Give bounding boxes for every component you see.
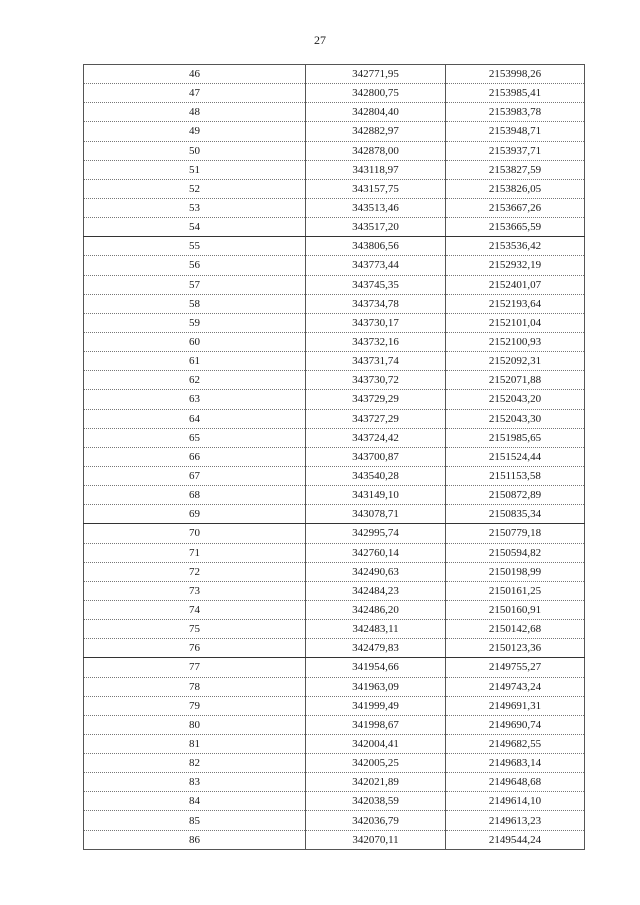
table-row bbox=[84, 466, 585, 485]
coordinates-table-body bbox=[84, 65, 585, 850]
page-number: 27 bbox=[314, 33, 326, 47]
point-number-cell: 78 bbox=[84, 677, 306, 696]
point-number-cell: 49 bbox=[84, 122, 306, 141]
point-number-cell: 73 bbox=[84, 581, 306, 600]
x-coordinate-cell: 343149,10 bbox=[306, 486, 446, 505]
x-coordinate-cell: 343730,72 bbox=[306, 371, 446, 390]
table-row bbox=[84, 409, 585, 428]
x-coordinate-cell: 342479,83 bbox=[306, 639, 446, 658]
y-coordinate-cell: 2152100,93 bbox=[446, 332, 585, 351]
x-coordinate-cell: 342804,40 bbox=[306, 103, 446, 122]
coordinates-table bbox=[83, 64, 585, 850]
x-coordinate-cell: 342005,25 bbox=[306, 754, 446, 773]
table-row bbox=[84, 658, 585, 677]
table-row bbox=[84, 696, 585, 715]
point-number-cell: 76 bbox=[84, 639, 306, 658]
y-coordinate-cell: 2153998,26 bbox=[446, 65, 585, 84]
x-coordinate-cell: 343724,42 bbox=[306, 428, 446, 447]
x-coordinate-cell: 343729,29 bbox=[306, 390, 446, 409]
point-number-cell: 80 bbox=[84, 715, 306, 734]
table-row bbox=[84, 447, 585, 466]
y-coordinate-cell: 2149682,55 bbox=[446, 734, 585, 753]
y-coordinate-cell: 2149691,31 bbox=[446, 696, 585, 715]
point-number-cell: 77 bbox=[84, 658, 306, 677]
x-coordinate-cell: 343540,28 bbox=[306, 466, 446, 485]
x-coordinate-cell: 341954,66 bbox=[306, 658, 446, 677]
table-row bbox=[84, 122, 585, 141]
x-coordinate-cell: 341963,09 bbox=[306, 677, 446, 696]
point-number-cell: 48 bbox=[84, 103, 306, 122]
table-row bbox=[84, 218, 585, 237]
y-coordinate-cell: 2151153,58 bbox=[446, 466, 585, 485]
y-coordinate-cell: 2150872,89 bbox=[446, 486, 585, 505]
table-row bbox=[84, 562, 585, 581]
x-coordinate-cell: 342486,20 bbox=[306, 600, 446, 619]
y-coordinate-cell: 2149614,10 bbox=[446, 792, 585, 811]
x-coordinate-cell: 342882,97 bbox=[306, 122, 446, 141]
point-number-cell: 52 bbox=[84, 179, 306, 198]
point-number-cell: 65 bbox=[84, 428, 306, 447]
table-row bbox=[84, 256, 585, 275]
table-row bbox=[84, 179, 585, 198]
point-number-cell: 85 bbox=[84, 811, 306, 830]
point-number-cell: 47 bbox=[84, 84, 306, 103]
table-row bbox=[84, 773, 585, 792]
table-row bbox=[84, 390, 585, 409]
table-row bbox=[84, 505, 585, 524]
y-coordinate-cell: 2153665,59 bbox=[446, 218, 585, 237]
x-coordinate-cell: 343078,71 bbox=[306, 505, 446, 524]
table-row bbox=[84, 581, 585, 600]
point-number-cell: 79 bbox=[84, 696, 306, 715]
y-coordinate-cell: 2151524,44 bbox=[446, 447, 585, 466]
point-number-cell: 50 bbox=[84, 141, 306, 160]
x-coordinate-cell: 343745,35 bbox=[306, 275, 446, 294]
x-coordinate-cell: 342070,11 bbox=[306, 830, 446, 849]
table-row bbox=[84, 811, 585, 830]
y-coordinate-cell: 2150161,25 bbox=[446, 581, 585, 600]
y-coordinate-cell: 2152043,30 bbox=[446, 409, 585, 428]
table-row bbox=[84, 141, 585, 160]
x-coordinate-cell: 343734,78 bbox=[306, 294, 446, 313]
point-number-cell: 70 bbox=[84, 524, 306, 543]
y-coordinate-cell: 2149613,23 bbox=[446, 811, 585, 830]
x-coordinate-cell: 342760,14 bbox=[306, 543, 446, 562]
y-coordinate-cell: 2150142,68 bbox=[446, 620, 585, 639]
point-number-cell: 68 bbox=[84, 486, 306, 505]
table-row bbox=[84, 294, 585, 313]
x-coordinate-cell: 341999,49 bbox=[306, 696, 446, 715]
x-coordinate-cell: 342771,95 bbox=[306, 65, 446, 84]
x-coordinate-cell: 343513,46 bbox=[306, 198, 446, 217]
table-row bbox=[84, 428, 585, 447]
y-coordinate-cell: 2152401,07 bbox=[446, 275, 585, 294]
table-row bbox=[84, 830, 585, 849]
y-coordinate-cell: 2150594,82 bbox=[446, 543, 585, 562]
y-coordinate-cell: 2149743,24 bbox=[446, 677, 585, 696]
table-row bbox=[84, 352, 585, 371]
y-coordinate-cell: 2152932,19 bbox=[446, 256, 585, 275]
point-number-cell: 75 bbox=[84, 620, 306, 639]
x-coordinate-cell: 343731,74 bbox=[306, 352, 446, 371]
x-coordinate-cell: 342483,11 bbox=[306, 620, 446, 639]
y-coordinate-cell: 2153985,41 bbox=[446, 84, 585, 103]
y-coordinate-cell: 2152071,88 bbox=[446, 371, 585, 390]
y-coordinate-cell: 2150198,99 bbox=[446, 562, 585, 581]
point-number-cell: 59 bbox=[84, 313, 306, 332]
point-number-cell: 83 bbox=[84, 773, 306, 792]
y-coordinate-cell: 2150779,18 bbox=[446, 524, 585, 543]
y-coordinate-cell: 2149683,14 bbox=[446, 754, 585, 773]
table-row bbox=[84, 275, 585, 294]
y-coordinate-cell: 2150160,91 bbox=[446, 600, 585, 619]
y-coordinate-cell: 2152193,64 bbox=[446, 294, 585, 313]
point-number-cell: 63 bbox=[84, 390, 306, 409]
table-row bbox=[84, 754, 585, 773]
x-coordinate-cell: 343773,44 bbox=[306, 256, 446, 275]
point-number-cell: 67 bbox=[84, 466, 306, 485]
x-coordinate-cell: 342995,74 bbox=[306, 524, 446, 543]
point-number-cell: 57 bbox=[84, 275, 306, 294]
x-coordinate-cell: 342021,89 bbox=[306, 773, 446, 792]
x-coordinate-cell: 342038,59 bbox=[306, 792, 446, 811]
x-coordinate-cell: 343730,17 bbox=[306, 313, 446, 332]
point-number-cell: 60 bbox=[84, 332, 306, 351]
table-row bbox=[84, 198, 585, 217]
point-number-cell: 81 bbox=[84, 734, 306, 753]
x-coordinate-cell: 342484,23 bbox=[306, 581, 446, 600]
y-coordinate-cell: 2150835,34 bbox=[446, 505, 585, 524]
point-number-cell: 61 bbox=[84, 352, 306, 371]
x-coordinate-cell: 342800,75 bbox=[306, 84, 446, 103]
table-row bbox=[84, 600, 585, 619]
point-number-cell: 66 bbox=[84, 447, 306, 466]
point-number-cell: 74 bbox=[84, 600, 306, 619]
table-row bbox=[84, 332, 585, 351]
x-coordinate-cell: 343806,56 bbox=[306, 237, 446, 256]
y-coordinate-cell: 2149544,24 bbox=[446, 830, 585, 849]
x-coordinate-cell: 341998,67 bbox=[306, 715, 446, 734]
table-row bbox=[84, 524, 585, 543]
point-number-cell: 55 bbox=[84, 237, 306, 256]
table-row bbox=[84, 639, 585, 658]
y-coordinate-cell: 2153948,71 bbox=[446, 122, 585, 141]
table-row bbox=[84, 620, 585, 639]
point-number-cell: 56 bbox=[84, 256, 306, 275]
y-coordinate-cell: 2149648,68 bbox=[446, 773, 585, 792]
point-number-cell: 82 bbox=[84, 754, 306, 773]
point-number-cell: 69 bbox=[84, 505, 306, 524]
y-coordinate-cell: 2151985,65 bbox=[446, 428, 585, 447]
y-coordinate-cell: 2152043,20 bbox=[446, 390, 585, 409]
x-coordinate-cell: 343732,16 bbox=[306, 332, 446, 351]
x-coordinate-cell: 343727,29 bbox=[306, 409, 446, 428]
y-coordinate-cell: 2153937,71 bbox=[446, 141, 585, 160]
x-coordinate-cell: 343517,20 bbox=[306, 218, 446, 237]
table-row bbox=[84, 715, 585, 734]
y-coordinate-cell: 2152092,31 bbox=[446, 352, 585, 371]
x-coordinate-cell: 342490,63 bbox=[306, 562, 446, 581]
y-coordinate-cell: 2150123,36 bbox=[446, 639, 585, 658]
point-number-cell: 58 bbox=[84, 294, 306, 313]
y-coordinate-cell: 2153536,42 bbox=[446, 237, 585, 256]
point-number-cell: 84 bbox=[84, 792, 306, 811]
table-row bbox=[84, 103, 585, 122]
table-row bbox=[84, 677, 585, 696]
x-coordinate-cell: 342878,00 bbox=[306, 141, 446, 160]
point-number-cell: 72 bbox=[84, 562, 306, 581]
table-row bbox=[84, 792, 585, 811]
point-number-cell: 53 bbox=[84, 198, 306, 217]
y-coordinate-cell: 2149755,27 bbox=[446, 658, 585, 677]
x-coordinate-cell: 343700,87 bbox=[306, 447, 446, 466]
y-coordinate-cell: 2153667,26 bbox=[446, 198, 585, 217]
y-coordinate-cell: 2149690,74 bbox=[446, 715, 585, 734]
y-coordinate-cell: 2153983,78 bbox=[446, 103, 585, 122]
y-coordinate-cell: 2153827,59 bbox=[446, 160, 585, 179]
table-row bbox=[84, 734, 585, 753]
point-number-cell: 62 bbox=[84, 371, 306, 390]
point-number-cell: 54 bbox=[84, 218, 306, 237]
x-coordinate-cell: 343118,97 bbox=[306, 160, 446, 179]
y-coordinate-cell: 2153826,05 bbox=[446, 179, 585, 198]
table-row bbox=[84, 543, 585, 562]
table-row bbox=[84, 160, 585, 179]
point-number-cell: 46 bbox=[84, 65, 306, 84]
point-number-cell: 51 bbox=[84, 160, 306, 179]
x-coordinate-cell: 342036,79 bbox=[306, 811, 446, 830]
table-row bbox=[84, 237, 585, 256]
point-number-cell: 86 bbox=[84, 830, 306, 849]
y-coordinate-cell: 2152101,04 bbox=[446, 313, 585, 332]
table-row bbox=[84, 313, 585, 332]
x-coordinate-cell: 342004,41 bbox=[306, 734, 446, 753]
point-number-cell: 64 bbox=[84, 409, 306, 428]
table-row bbox=[84, 486, 585, 505]
x-coordinate-cell: 343157,75 bbox=[306, 179, 446, 198]
table-row bbox=[84, 84, 585, 103]
table-row bbox=[84, 371, 585, 390]
table-row bbox=[84, 65, 585, 84]
point-number-cell: 71 bbox=[84, 543, 306, 562]
